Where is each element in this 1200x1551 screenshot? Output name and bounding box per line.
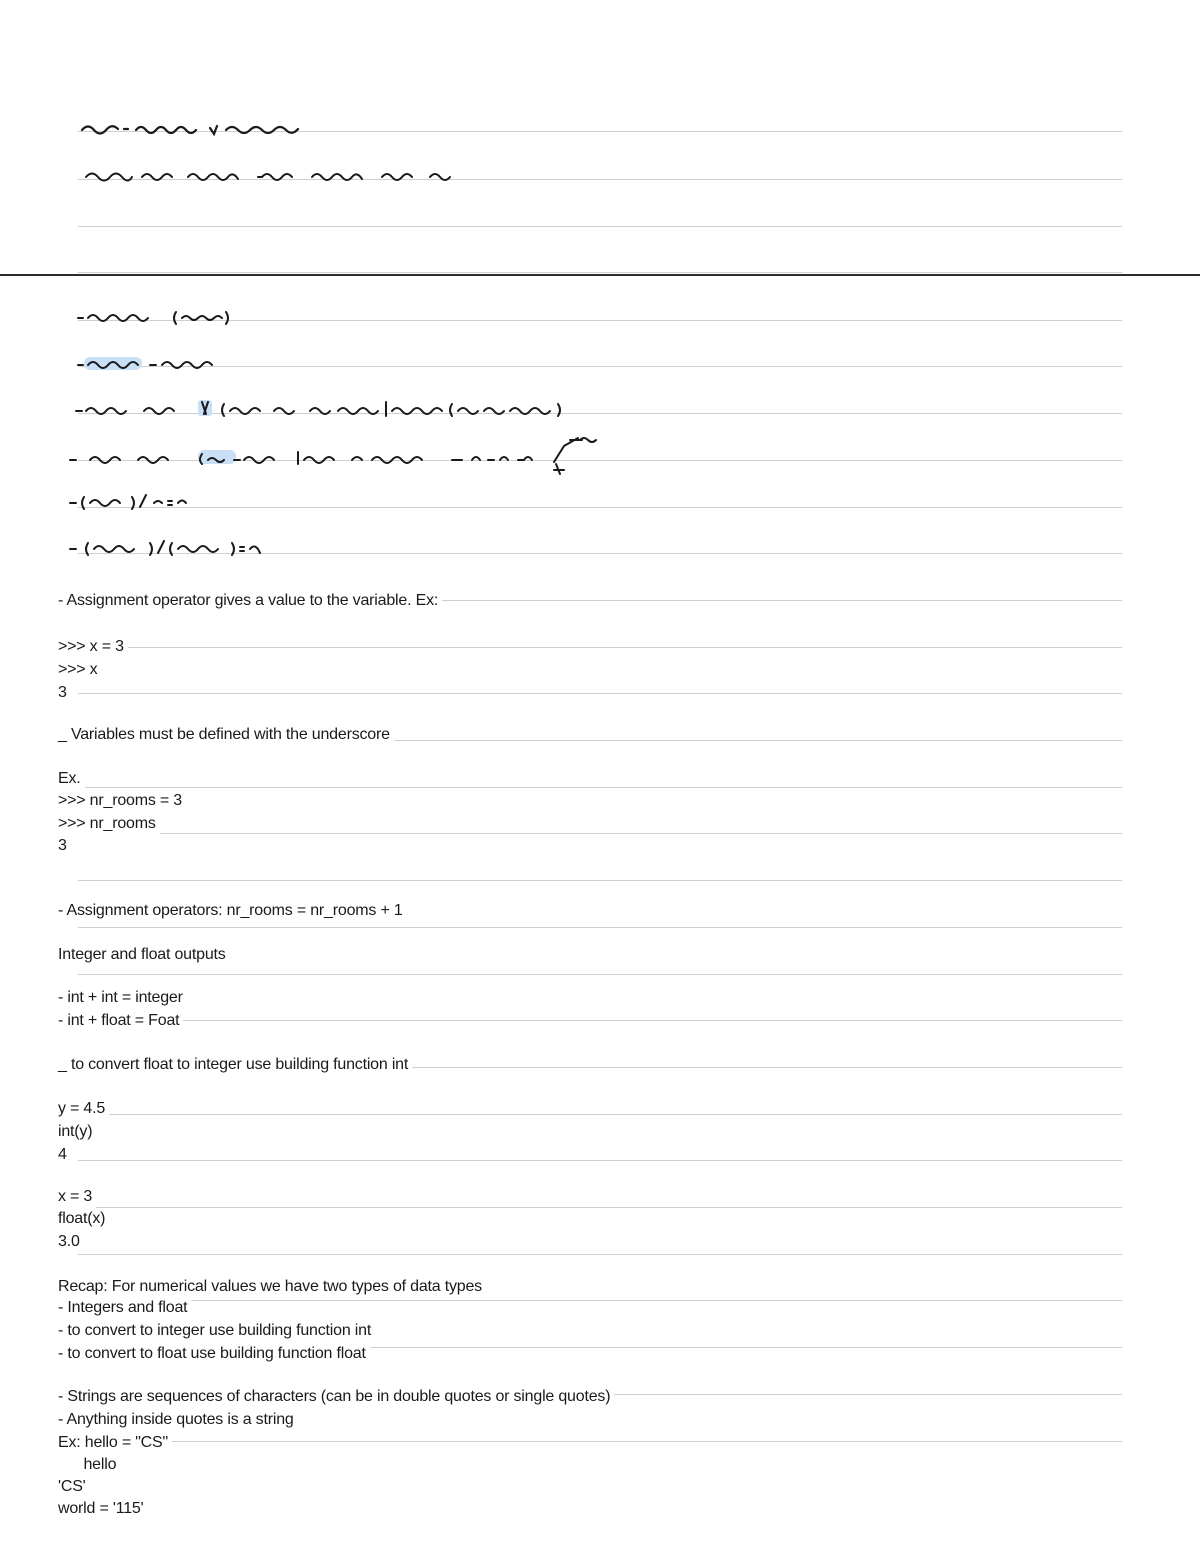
- note-line: Integer and float outputs: [58, 944, 230, 966]
- ruled-line: [78, 647, 1122, 648]
- note-line: 'CS': [58, 1476, 90, 1498]
- note-line: - Assignment operators: nr_rooms = nr_rooms + 1: [58, 900, 407, 922]
- note-line: - Integers and float: [58, 1297, 191, 1319]
- ruled-line: [78, 833, 1122, 834]
- ruled-line: [78, 1441, 1122, 1442]
- note-line: world = '115': [58, 1498, 148, 1520]
- note-line: - Assignment operator gives a value to the variable. Ex:: [58, 590, 442, 612]
- note-line: Ex.: [58, 768, 85, 790]
- note-line: int(y): [58, 1121, 96, 1143]
- ruled-line: [78, 880, 1122, 881]
- handwritten-line: [80, 120, 310, 136]
- note-line: x = 3: [58, 1186, 96, 1208]
- handwritten-line: [76, 355, 236, 371]
- note-line: Recap: For numerical values we have two types of data types: [58, 1276, 486, 1298]
- note-line: float(x): [58, 1208, 109, 1230]
- ruled-line: [78, 1207, 1122, 1208]
- note-line: - int + int = integer: [58, 987, 187, 1009]
- handwritten-line: [68, 434, 628, 450]
- note-line: >>> x: [58, 659, 101, 681]
- section-divider: [0, 274, 1200, 276]
- note-line: >>> x = 3: [58, 636, 128, 658]
- ruled-line: [78, 1020, 1122, 1021]
- note-line: _ to convert float to integer use building function int: [58, 1054, 412, 1076]
- note-line: Ex: hello = "CS": [58, 1432, 172, 1454]
- ruled-line: [78, 1114, 1122, 1115]
- ruled-line: [78, 974, 1122, 975]
- note-line: - to convert to float use building function float: [58, 1343, 370, 1365]
- note-line: - int + float = Foat: [58, 1010, 183, 1032]
- note-line: - Anything inside quotes is a string: [58, 1409, 298, 1431]
- handwritten-line: [82, 167, 502, 183]
- handwritten-line: [68, 493, 198, 509]
- note-line: - Strings are sequences of characters (can be in double quotes or single quotes): [58, 1386, 614, 1408]
- ruled-line: [78, 1300, 1122, 1301]
- ruled-line: [78, 927, 1122, 928]
- note-line: _ Variables must be defined with the underscore: [58, 724, 394, 746]
- handwritten-line: [74, 400, 634, 416]
- handwritten-line: [76, 308, 256, 324]
- ruled-line: [78, 1160, 1122, 1161]
- ruled-line: [78, 272, 1122, 273]
- ruled-line: [78, 1254, 1122, 1255]
- note-line: 3: [58, 835, 71, 857]
- ruled-line: [78, 226, 1122, 227]
- note-line: >>> nr_rooms = 3: [58, 790, 186, 812]
- ruled-line: [78, 507, 1122, 508]
- note-line: 3: [58, 682, 71, 704]
- ruled-line: [78, 787, 1122, 788]
- note-line: y = 4.5: [58, 1098, 109, 1120]
- note-line: 4: [58, 1144, 71, 1166]
- ruled-line: [78, 693, 1122, 694]
- note-line: >>> nr_rooms: [58, 813, 160, 835]
- note-line: 3.0: [58, 1231, 84, 1253]
- note-line: - to convert to integer use building function int: [58, 1320, 375, 1342]
- note-line: hello: [58, 1454, 120, 1476]
- handwritten-line: [68, 539, 278, 555]
